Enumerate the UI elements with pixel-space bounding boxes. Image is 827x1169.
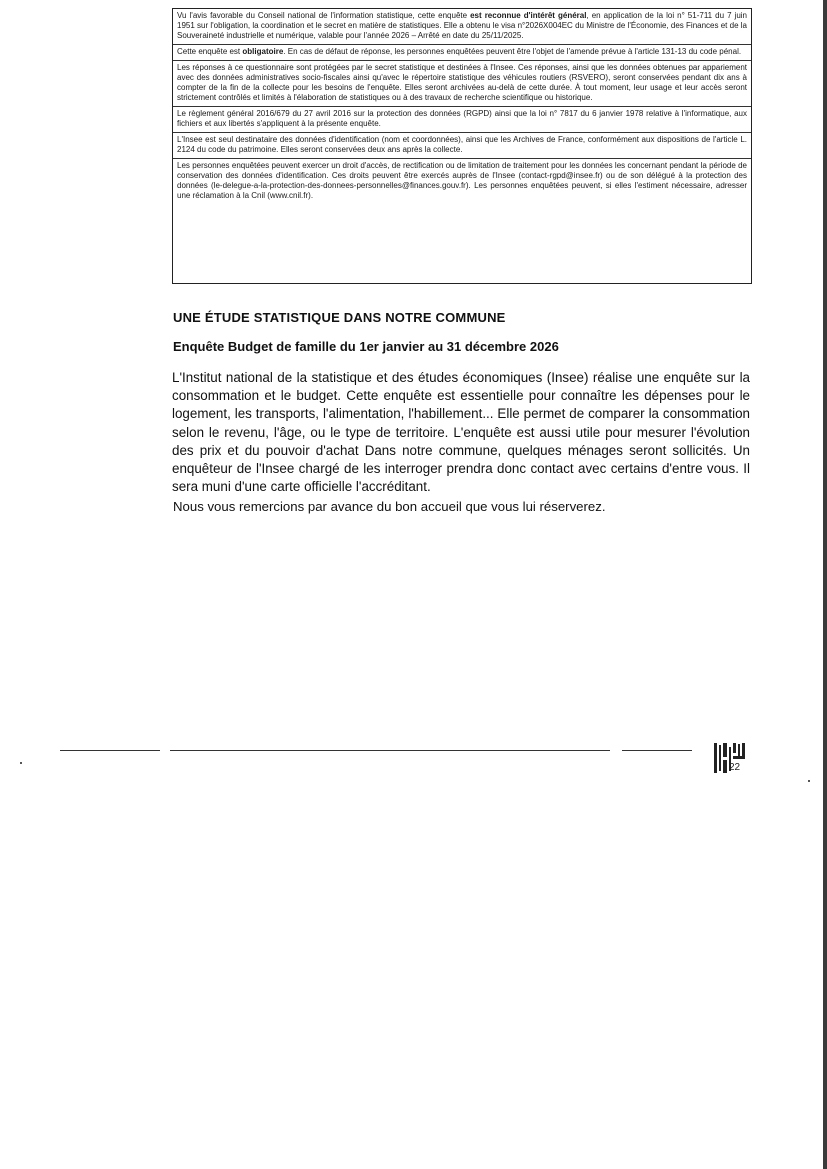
scan-artifact-line (60, 750, 160, 751)
scan-artifact-line (170, 750, 610, 751)
legal-text: Cette enquête est (177, 47, 243, 56)
legal-paragraph-identification: L'Insee est seul destinataire des données d'identification (nom et coordonnées), ainsi que les Archives de France, conformément aux dispositions de l'article L. 2124 du code du patrimoine. Elles seront conservées deux ans après la collecte. (177, 135, 747, 154)
legal-paragraph-rgpd: Le règlement général 2016/679 du 27 avril 2016 sur la protection des données (RGPD) ainsi que la loi n° 7817 du 6 janvier 1978 relative à l'informatique, aux fichiers et aux libertés s'appliquent à la présente enquête. (177, 109, 747, 128)
page-number: 22 (729, 762, 741, 773)
scan-artifact-line (622, 750, 692, 751)
article-body: L'Institut national de la statistique et des études économiques (Insee) réalise une enquête sur la consommation et le budget. Cette enquête est essentielle pour connaître les dépenses pour le logement, les transports, l'alimentation, l'habillement... Elle permet de comparer la consommation selon le revenu, l'âge, ou le type de territoire. L'enquête est aussi utile pour mesurer l'évolution des prix et du pouvoir d'achat Dans notre commune, quelques ménages seront sollicités. Un enquêteur de l'Insee chargé de les interroger prendra donc contact avec certains d'entre vous. Il sera muni d'une carte officielle l'accréditant. (172, 370, 750, 495)
legal-paragraph-obligation (173, 47, 751, 57)
scan-speck (808, 780, 810, 782)
scan-edge-shadow (823, 0, 827, 1169)
legal-separator (173, 106, 751, 107)
legal-text: , en application de la loi n° 51-711 du 7 juin 1951 sur l'obligation, la coordination et le secret en matière de statistiques. Elle a obtenu le visa n°2026X004EC du Ministre de l'Économie, des Finances et de la Souveraineté industrielle et numérique, valable pour l'année 2026 – Arrêté en date du 25/11/2025. (177, 11, 748, 40)
scan-speck (20, 762, 22, 764)
legal-bold-text: est reconnue d'intérêt général (470, 11, 587, 20)
legal-separator (173, 44, 751, 45)
legal-separator (173, 60, 751, 61)
legal-text: . En cas de défaut de réponse, les personnes enquêtées peuvent être l'objet de l'amende prévue à l'article 131-13 du code pénal. (283, 47, 742, 56)
article-title: UNE ÉTUDE STATISTIQUE DANS NOTRE COMMUNE (173, 310, 506, 325)
legal-paragraph-cnis (173, 9, 751, 41)
article-subtitle: Enquête Budget de famille du 1er janvier au 31 décembre 2026 (173, 339, 559, 354)
legal-bold-text: obligatoire (242, 47, 284, 56)
article-closing: Nous vous remercions par avance du bon accueil que vous lui réserverez. (173, 499, 606, 514)
legal-text: Vu l'avis favorable du Conseil national de l'information statistique, cette enquête (177, 11, 471, 20)
legal-separator (173, 132, 751, 133)
legal-notice-box (172, 8, 752, 284)
legal-paragraph-secret: Les réponses à ce questionnaire sont protégées par le secret statistique et destinées à l'Insee. Ces réponses, ainsi que les données obtenues par appariement avec des données administratives socio-fiscales ainsi qu'avec le répertoire statistique des véhicules routiers (RSVERO), seront conservées pendant dix ans à compter de la fin de la collecte pour les besoins de l'enquête. Elles seront archivées au-delà de cette durée. À tout moment, leur usage et leur accès seront strictement contrôlés et limités à l'élaboration de statistiques ou à des travaux de recherche scientifique ou historique. (177, 63, 747, 102)
legal-paragraph-rights: Les personnes enquêtées peuvent exercer un droit d'accès, de rectification ou de limitation de traitement pour les données les concernant pendant la période de conservation des données d'identification. Ces droits peuvent être exercés auprès de l'Insee (contact-rgpd@insee.fr) ou de son délégué à la protection des données (le-delegue-a-la-protection-des-donnees-personnelles@finances.gouv.fr). Les personnes enquêtées peuvent, si elles l'estiment nécessaire, adresser une réclamation à la Cnil (www.cnil.fr). (177, 161, 747, 200)
legal-separator (173, 158, 751, 159)
